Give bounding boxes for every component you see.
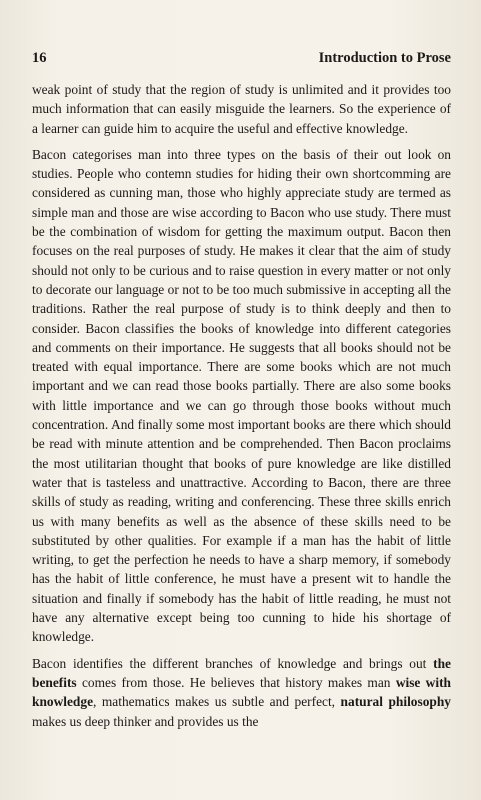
paragraph <box>32 654 451 731</box>
text-run: , mathematics makes us subtle and perfect, <box>93 694 341 710</box>
bold-phrase: wise with knowledge <box>32 674 451 710</box>
text-run: Bacon identifies the different branches of knowledge and brings out <box>32 655 434 671</box>
bold-phrase: natural philosophy <box>340 694 451 710</box>
body-text <box>32 80 451 738</box>
text-run: comes from those. He believes that history makes man <box>76 674 396 690</box>
running-title: Introduction to Prose <box>318 50 451 66</box>
bold-phrase: the benefits <box>32 655 451 690</box>
paragraph: Bacon categorises man into three types on the basis of their out look on studies. People who contemn studies for hiding their own shortcomming are considered as cunning man, those who highly appreciate study are termed as simple man and those are wise according to Bacon who use study. There must be the combination of wisdom for getting the maximum output. Bacon then focuses on the real purposes of study. He makes it clear that the aim of study should not only to be curious and to raise question in every matter or not only to decorate our language or not to be too much submissive in accepting all the traditions. Rather the real purpose of study is to think deeply and then to consider. Bacon classifies the books of knowledge into different categories and comments on their importance. He suggests that all books should not be treated with equal importance. There are some books which are not much important and we can read those books partially. There are also some books with little importance and we can go through those books without much concentration. And finally some most important books are there which should be read with minute attention and be comprehended. Then Bacon proclaims the most utilitarian thought that books of pure knowledge are like distilled water that is tasteless and unattractive. According to Bacon, there are three skills of study as reading, writing and conferencing. These three skills enrich us with many benefits as well as the absence of these skills need to be substituted by other qualities. For example if a man has the habit of little writing, to get the perfection he needs to have a sharp memory, if somebody has the habit of little conference, he must have a present wit to handle the situation and finally if somebody has the habit of little reading, he must not have any alternative except being too cunning to hide his shortage of knowledge. <box>32 146 451 645</box>
text-run: makes us deep thinker and provides us the <box>32 713 259 729</box>
paragraph: weak point of study that the region of study is unlimited and it provides too much information that can easily misguide the learners. So the experience of a learner can guide him to acquire the useful and effective knowledge. <box>32 82 451 136</box>
page-number: 16 <box>32 50 47 66</box>
page-header <box>32 50 451 67</box>
